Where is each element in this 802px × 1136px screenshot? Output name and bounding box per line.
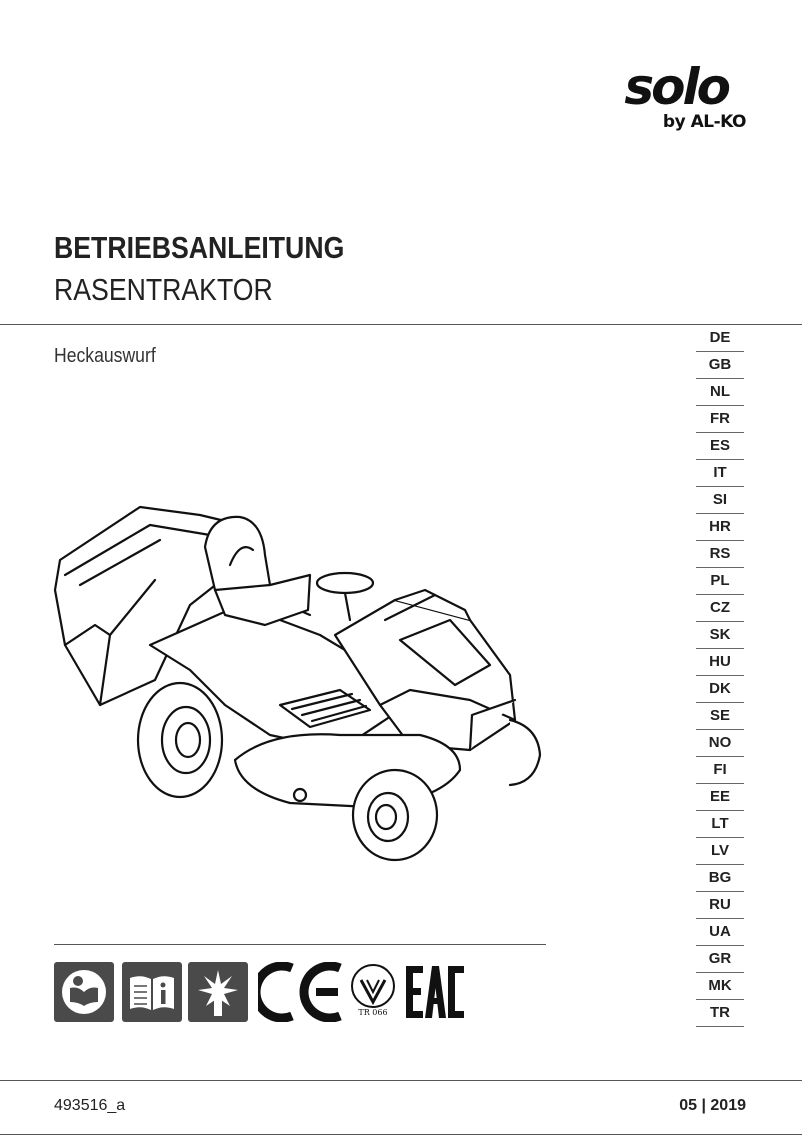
- language-code-se: SE: [696, 704, 744, 730]
- language-code-gb: GB: [696, 353, 744, 379]
- language-code-ee: EE: [696, 785, 744, 811]
- read-manual-icon: [54, 962, 114, 1022]
- language-code-fi: FI: [696, 758, 744, 784]
- document-date: 05 | 2019: [679, 1097, 746, 1114]
- flammable-warning-icon: [188, 962, 248, 1022]
- tr-certification-label: TR 066: [358, 1008, 388, 1017]
- tr-certification-icon: [348, 962, 398, 1022]
- eac-mark-icon: [404, 962, 466, 1022]
- product-variant: Heckauswurf: [54, 345, 156, 367]
- language-code-bg: BG: [696, 866, 744, 892]
- language-list: [696, 326, 744, 1028]
- language-code-gr: GR: [696, 947, 744, 973]
- document-number: 493516_a: [54, 1097, 126, 1114]
- info-manual-icon: [122, 962, 182, 1022]
- brand-logo-wordmark: solo: [624, 58, 728, 116]
- symbols-divider: [54, 944, 546, 945]
- language-code-de: DE: [696, 326, 744, 352]
- language-code-lt: LT: [696, 812, 744, 838]
- document-subtitle: RASENTRAKTOR: [54, 272, 273, 307]
- brand-logo-tagline: by AL-KO: [662, 112, 746, 132]
- language-code-lv: LV: [696, 839, 744, 865]
- language-code-tr: TR: [696, 1001, 744, 1027]
- language-code-fr: FR: [696, 407, 744, 433]
- page-bottom-divider: [0, 1134, 802, 1135]
- language-code-sk: SK: [696, 623, 744, 649]
- document-title: BETRIEBSANLEITUNG: [54, 230, 345, 265]
- language-code-it: IT: [696, 461, 744, 487]
- language-code-rs: RS: [696, 542, 744, 568]
- brand-logo: [588, 60, 748, 140]
- language-code-hr: HR: [696, 515, 744, 541]
- language-code-es: ES: [696, 434, 744, 460]
- language-code-mk: MK: [696, 974, 744, 1000]
- top-divider: [0, 324, 802, 325]
- language-code-pl: PL: [696, 569, 744, 595]
- language-code-dk: DK: [696, 677, 744, 703]
- footer-divider: [0, 1080, 802, 1081]
- language-code-cz: CZ: [696, 596, 744, 622]
- language-code-nl: NL: [696, 380, 744, 406]
- language-code-no: NO: [696, 731, 744, 757]
- language-code-ua: UA: [696, 920, 744, 946]
- lawn-tractor-illustration: [40, 495, 560, 875]
- language-code-hu: HU: [696, 650, 744, 676]
- language-code-si: SI: [696, 488, 744, 514]
- ce-mark-icon: [258, 962, 346, 1022]
- language-code-ru: RU: [696, 893, 744, 919]
